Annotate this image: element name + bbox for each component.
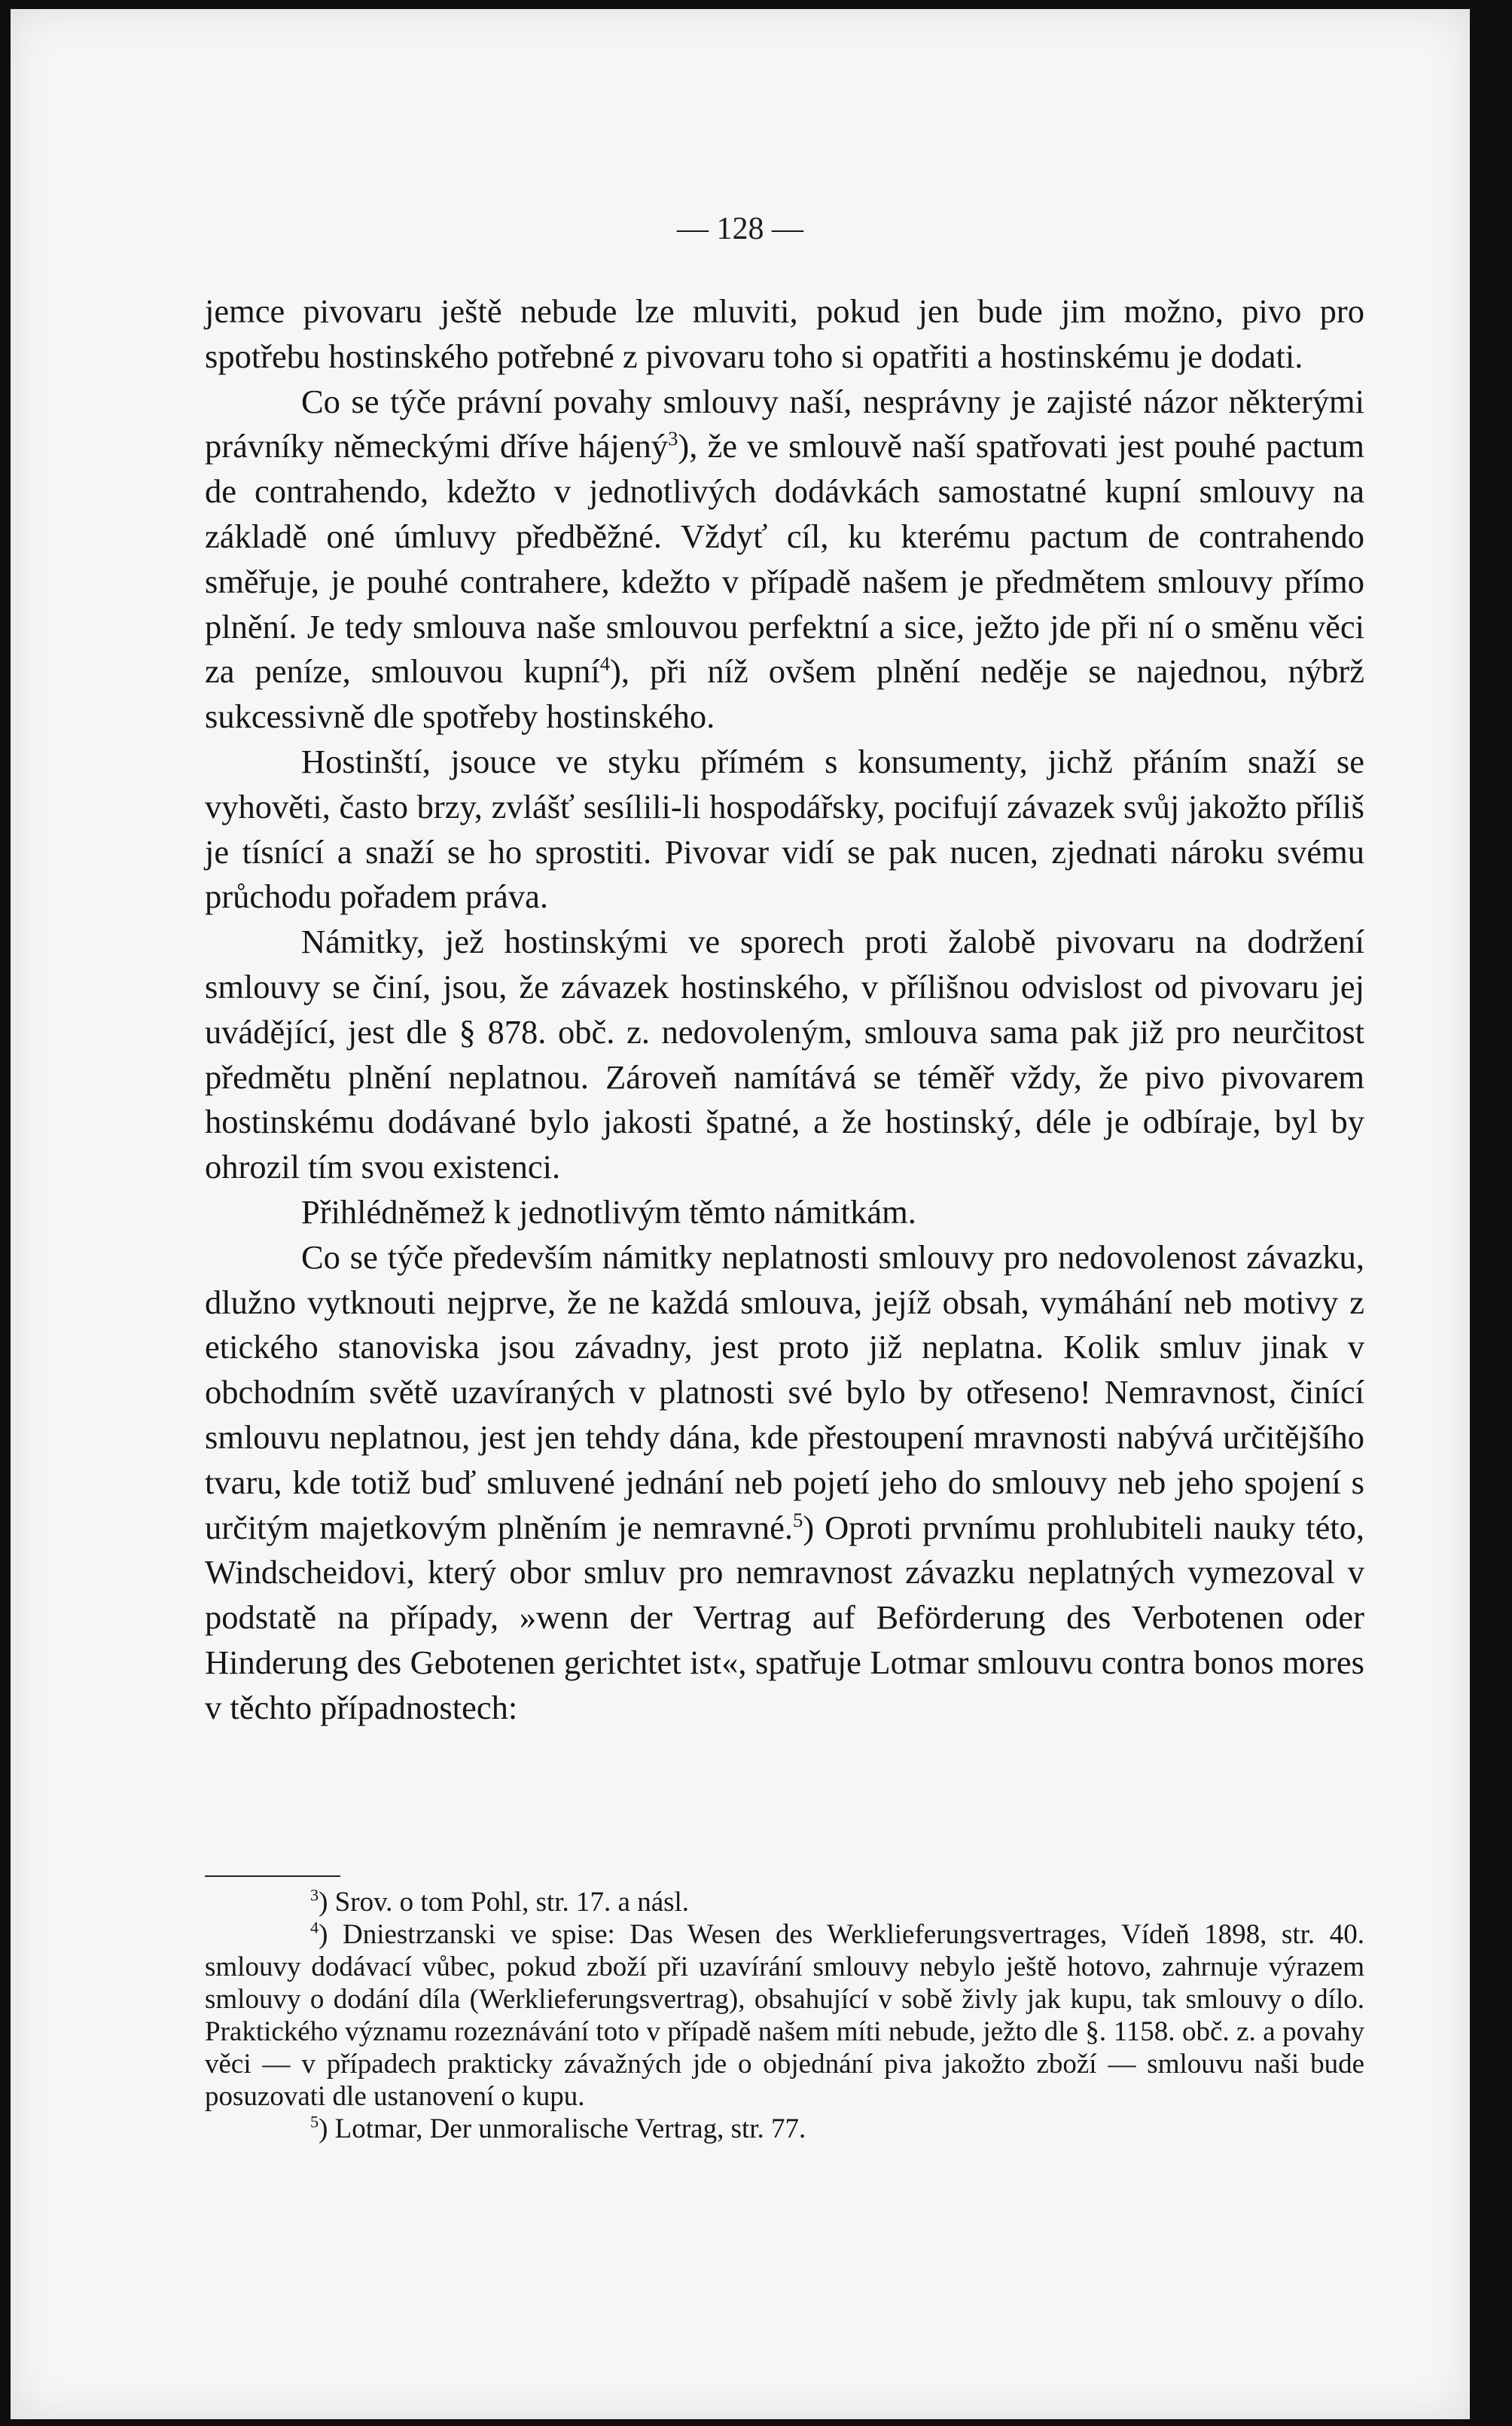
footnotes (205, 1886, 1364, 2145)
paragraph: Námitky, jež hostinskými ve sporech proti žalobě pivovaru na dodržení smlouvy se činí, jsou, že závazek hostinského, v přílišnou odvislost od pivovaru jej uvádějící, jest dle § 878. obč. z. nedovoleným, smlouva sama pak již pro neurčitost předmětu plnění neplatnou. Zároveň namítává se téměř vždy, že pivo pivovarem hostinskému dodávané bylo jakosti špatné, a že hostinský, déle je odbíraje, byl by ohrozil tím svou existenci. (205, 923, 1364, 1186)
main-text (205, 289, 1364, 1731)
paragraph: Co se týče právní povahy smlouvy naší, nesprávny je zajisté názor některými právníky německými dříve hájený$^3$), že ve smlouvě naší spatřovati jest pouhé pactum de contrahendo, kdežto v jednotlivých dodávkách samostatné kupní smlouvy na základě oné úmluvy předběžné. Vždyť cíl, ku kterému pactum de contrahendo směřuje, je pouhé contrahere, kdežto v případě našem je předmětem smlouvy přímo plnění. Je tedy smlouva naše smlouvou perfektní a sice, ježto jde při ní o směnu věci za peníze, smlouvou kupní$^4$), při níž ovšem plnění neděje se najednou, nýbrž sukcessivně dle spotřeby hostinského. (205, 382, 1365, 736)
footnote-ref[interactable]: 5 (793, 1508, 803, 1531)
footnote-ref[interactable]: 4 (599, 652, 611, 676)
footnote: $^4$) Dniestrzanski ve spise: Das Wesen des Werklieferungsvertrages, Vídeň 1898, str. 40. smlouvy dodávací vůbec, pokud zboží při uzavírání smlouvy nebylo ještě hotovo, zahrnuje výrazem smlouvy o dodání díla (Werklieferungsvertrag), obsahující v sobě živly jak kupu, tak smlouvy o dílo. Praktického významu rozeznávání toto v případě našem míti nebude, ježto dle §. 1158. obč. z. a povahy věci — v případech prakticky závažných jde o objednání piva jakožto zboží — smlouvu naši bude posuzovati dle ustanovení o kupu. (205, 1918, 1364, 2112)
paragraph: Přihlédněmež k jednotlivým těmto námitkám. (301, 1192, 916, 1231)
footnote-divider (205, 1875, 340, 1877)
paragraph: jemce pivovaru ještě nebude lze mluviti, pokud jen bude jim možno, pivo pro spotřebu hostinského potřebné z pivovaru toho si opatřiti a hostinskému je dodati. (205, 292, 1364, 375)
footnote: $^3$) Srov. o tom Pohl, str. 17. a násl. (310, 1885, 690, 1918)
footnote: $^5$) Lotmar, Der unmoralische Vertrag, str. 77. (310, 2112, 806, 2144)
footnote-mark: 4 (310, 1918, 319, 1937)
footnote-ref[interactable]: 3 (668, 427, 678, 450)
footnote-mark: 3 (310, 1885, 319, 1905)
book-page (11, 9, 1470, 2419)
page-number: — 128 — (677, 212, 803, 246)
paragraph: Co se týče především námitky neplatnosti smlouvy pro nedovolenost závazku, dlužno vytknouti nejprve, že ne každá smlouva, jejíž obsah, vymáhání neb motivy z etického stanoviska jsou závadny, jest proto již neplatna. Kolik smluv jinak v obchodním světě uzavíraných v platnosti své bylo by otřeseno! Nemravnost, činící smlouvu neplatnou, jest jen tehdy dána, kde přestoupení mravnosti nabývá určitějšího tvaru, kde totiž buď smluvené jednání neb pojetí jeho do smlouvy neb jeho spojení s určitým majetkovým plněním je nemravné.$^5$) Oproti prvnímu prohlubiteli nauky této, Windscheidovi, který obor smluv pro nemravnost závazku neplatných vymezoval v podstatě na případy, »wenn der Vertrag auf Beförderung des Verbotenen oder Hinderung des Gebotenen gerichtet ist«, spatřuje Lotmar smlouvu contra bonos mores v těchto případnostech: (205, 1237, 1364, 1726)
footnote-mark: 5 (310, 2112, 319, 2132)
paragraph: Hostinští, jsouce ve styku přímém s konsumenty, jichž přáním snaží se vyhověti, často brzy, zvlášť sesílili-li hospodářsky, pocifují závazek svůj jakožto příliš je tísnící a snaží se ho sprostiti. Pivovar vidí se pak nucen, zjednati nároku svému průchodu pořadem práva. (205, 742, 1364, 916)
